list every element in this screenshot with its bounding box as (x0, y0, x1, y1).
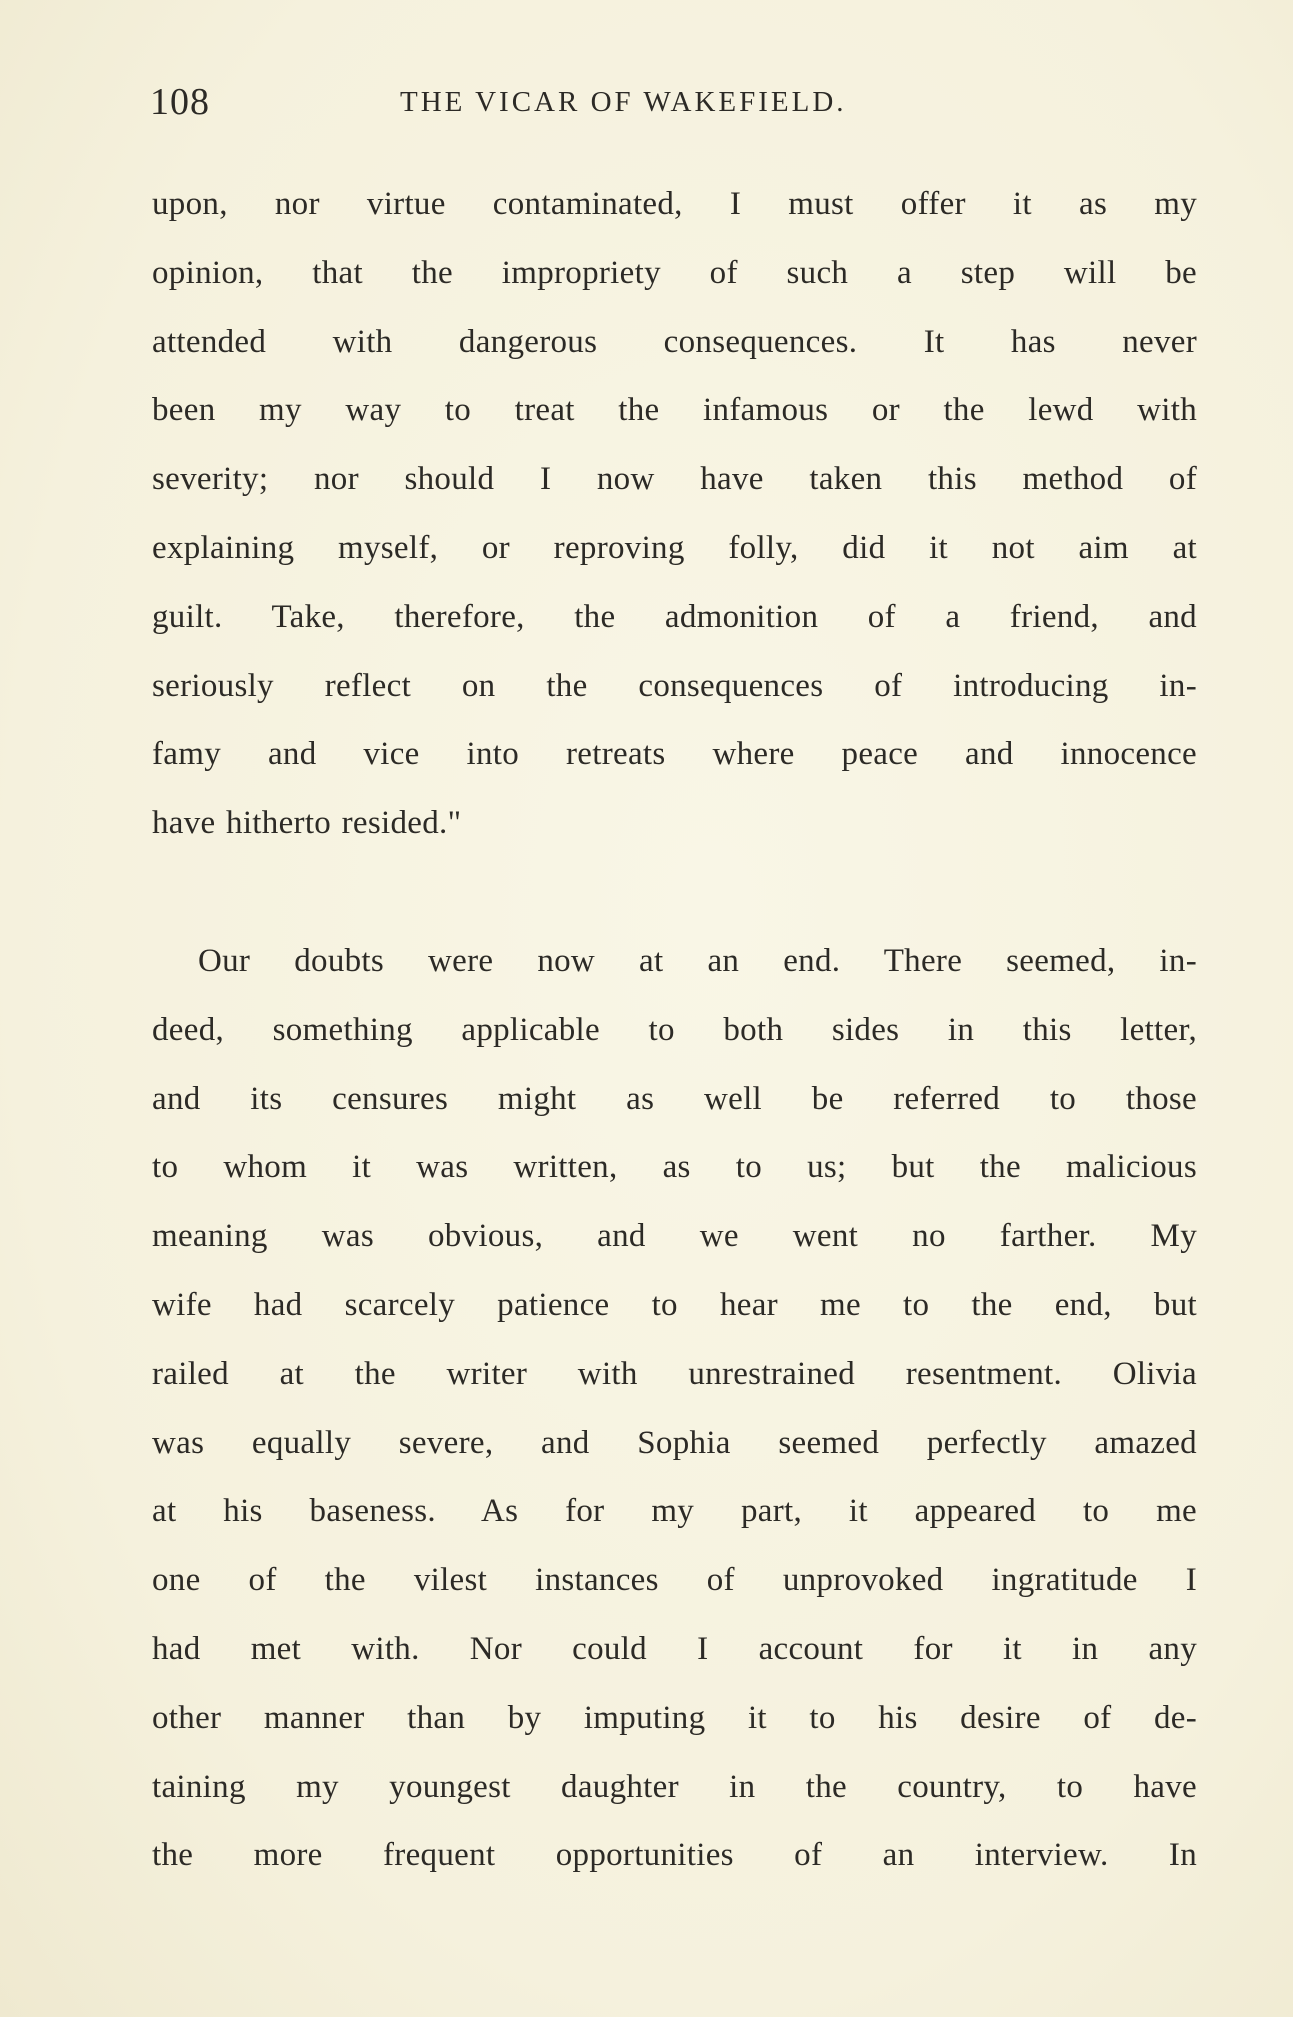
page-header (150, 80, 1200, 130)
text-line: and its censures might as well be referred to those (152, 1080, 1197, 1117)
body-text (152, 170, 1197, 1890)
text-line: one of the vilest instances of unprovoked ingratitude I (152, 1562, 1197, 1599)
text-line: at his baseness. As for my part, it appeared to me (152, 1493, 1197, 1530)
text-line: to whom it was written, as to us; but the malicious (152, 1149, 1197, 1186)
paragraph-1 (152, 170, 1197, 858)
text-line: railed at the writer with unrestrained resentment. Olivia (152, 1355, 1197, 1392)
text-line: severity; nor should I now have taken this method of (152, 461, 1197, 498)
text-line: opinion, that the impropriety of such a step will be (152, 254, 1197, 291)
text-line: Our doubts were now at an end. There seemed, in- (198, 942, 1197, 979)
text-line: upon, nor virtue contaminated, I must offer it as my (152, 186, 1197, 222)
text-line: wife had scarcely patience to hear me to the end, but (152, 1286, 1197, 1323)
running-title: THE VICAR OF WAKEFIELD. (400, 86, 847, 118)
text-line: guilt. Take, therefore, the admonition of a friend, and (152, 598, 1197, 635)
text-line: taining my youngest daughter in the country, to have (152, 1768, 1197, 1805)
text-line: was equally severe, and Sophia seemed perfectly amazed (152, 1424, 1197, 1461)
text-line: other manner than by imputing it to his desire of de- (152, 1699, 1197, 1736)
text-line: had met with. Nor could I account for it in any (152, 1630, 1197, 1667)
text-line: seriously reflect on the consequences of introducing in- (152, 667, 1197, 704)
page-number: 108 (150, 81, 210, 123)
text-line: famy and vice into retreats where peace and innocence (152, 736, 1197, 773)
text-line: explaining myself, or reproving folly, did it not aim at (152, 529, 1197, 566)
text-line: have hitherto resided." (152, 805, 462, 842)
paragraph-2 (152, 927, 1197, 1890)
text-line: meaning was obvious, and we went no farther. My (152, 1218, 1197, 1255)
text-line: attended with dangerous consequences. It has never (152, 323, 1197, 360)
text-line: the more frequent opportunities of an interview. In (152, 1837, 1197, 1874)
text-line: deed, something applicable to both sides in this letter, (152, 1011, 1197, 1048)
paragraph-gap (152, 858, 1197, 927)
text-line: been my way to treat the infamous or the lewd with (152, 392, 1197, 429)
